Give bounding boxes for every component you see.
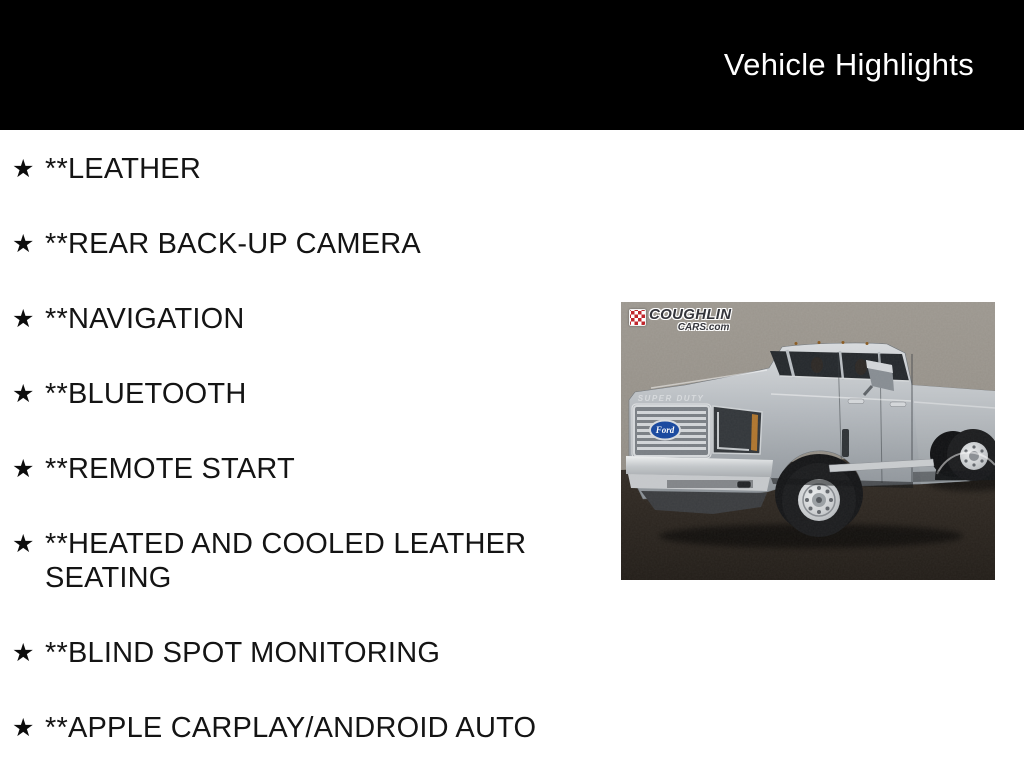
- feature-label: **REAR BACK-UP CAMERA: [45, 228, 421, 260]
- dealer-logo-name: COUGHLIN: [649, 306, 732, 323]
- page-title: Vehicle Highlights: [723, 47, 974, 82]
- feature-label: **APPLE CARPLAY/ANDROID AUTO: [45, 712, 537, 744]
- star-bullet-icon: ★: [12, 714, 35, 742]
- feature-label: **HEATED AND COOLED LEATHER SEATING: [45, 528, 527, 594]
- dealer-logo-domain: CARS.com: [677, 322, 730, 333]
- feature-label: **BLUETOOTH: [45, 378, 247, 410]
- feature-item: [12, 227, 574, 261]
- dealer-logo-icon: [629, 309, 646, 326]
- hood-badge-text: SUPER DUTY: [637, 394, 705, 403]
- star-bullet-icon: ★: [12, 230, 35, 258]
- feature-item: [12, 302, 574, 336]
- star-bullet-icon: ★: [12, 305, 35, 333]
- dealer-logo: [629, 307, 731, 333]
- dealer-logo-text: [649, 307, 731, 333]
- star-bullet-icon: ★: [12, 530, 35, 558]
- feature-label: **LEATHER: [45, 153, 201, 185]
- star-bullet-icon: ★: [12, 155, 35, 183]
- feature-label: **REMOTE START: [45, 453, 295, 485]
- vehicle-photo: [621, 302, 995, 580]
- feature-item: [12, 452, 574, 486]
- feature-item: [12, 636, 574, 670]
- feature-item: [12, 527, 574, 595]
- star-bullet-icon: ★: [12, 639, 35, 667]
- ford-badge-text: Ford: [655, 425, 675, 435]
- feature-label: **NAVIGATION: [45, 303, 245, 335]
- feature-item: [12, 377, 574, 411]
- truck-illustration: [621, 302, 995, 580]
- feature-label: **BLIND SPOT MONITORING: [45, 637, 441, 669]
- feature-list: [12, 130, 574, 745]
- feature-item: [12, 711, 574, 745]
- star-bullet-icon: ★: [12, 380, 35, 408]
- feature-item: [12, 152, 574, 186]
- header-bar: [0, 0, 1024, 130]
- star-bullet-icon: ★: [12, 455, 35, 483]
